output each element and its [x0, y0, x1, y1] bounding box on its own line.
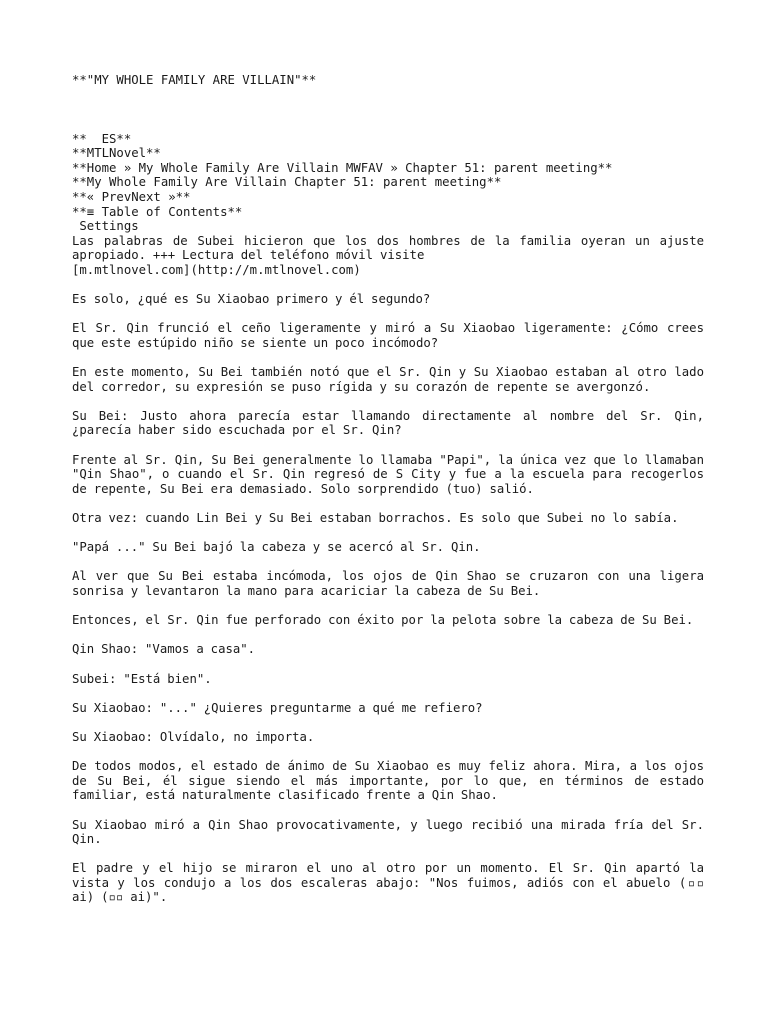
body-paragraph: Su Xiaobao: Olvídalo, no importa. — [72, 729, 315, 744]
body-paragraph: "Papá ..." Su Bei bajó la cabeza y se acercó al Sr. Qin. — [72, 540, 481, 555]
body-paragraph: Su Bei: Justo ahora parecía estar llamando directamente al nombre del Sr. Qin, ¿parecía haber sido escuchada por el Sr. Qin? — [72, 408, 704, 438]
body-paragraph: Al ver que Su Bei estaba incómoda, los ojos de Qin Shao se cruzaron con una ligera sonrisa y levantaron la mano para acariciar la cabeza de Su Bei. — [72, 569, 704, 598]
body-paragraph: Qin Shao: "Vamos a casa". — [72, 642, 256, 657]
body-paragraph: Su Xiaobao: "..." ¿Quieres preguntarme a qué me refiero? — [72, 700, 483, 715]
prev-next-nav: **« PrevNext »** — [72, 189, 191, 204]
settings-label: Settings — [72, 219, 139, 234]
table-of-contents: **≡ Table of Contents** — [72, 204, 243, 219]
body-paragraph: El Sr. Qin frunció el ceño ligeramente y miró a Su Xiaobao ligeramente: ¿Cómo crees que este estúpido niño se siente un poco incómodo? — [72, 321, 704, 350]
document-title: **"MY WHOLE FAMILY ARE VILLAIN"** — [72, 73, 317, 87]
body-paragraph: Frente al Sr. Qin, Su Bei generalmente lo llamaba "Papi", la única vez que lo llamaban "Qin Shao", o cuando el Sr. Qin regresó de S City y fue a la escuela para recogerlos de repente, Su Bei era demasiado. Solo sorprendido (tuo) salió. — [72, 452, 704, 496]
body-paragraph: Otra vez: cuando Lin Bei y Su Bei estaban borrachos. Es solo que Subei no lo sabía. — [72, 511, 679, 526]
body-paragraph: De todos modos, el estado de ánimo de Su Xiaobao es muy feliz ahora. Mira, a los ojos de Su Bei, él sigue siendo el más importante, por lo que, en términos de estado familiar, está naturalmente clasificado frente a Qin Shao. — [72, 759, 704, 803]
body-paragraph: Es solo, ¿qué es Su Xiaobao primero y él segundo? — [72, 292, 431, 307]
body-paragraph: Subei: "Está bien". — [72, 671, 212, 686]
site-name: **MTLNovel** — [72, 146, 161, 161]
body-paragraph: Su Xiaobao miró a Qin Shao provocativamente, y luego recibió una mirada fría del Sr. Qin. — [72, 817, 704, 847]
intro-paragraph — [72, 234, 704, 278]
language-label: ** ES** — [72, 131, 132, 146]
breadcrumb: **Home » My Whole Family Are Villain MWFAV » Chapter 51: parent meeting** — [72, 160, 613, 175]
body-paragraph: Entonces, el Sr. Qin fue perforado con éxito por la pelota sobre la cabeza de Su Bei. — [72, 613, 694, 628]
intro-text: Las palabras de Subei hicieron que los dos hombres de la familia oyeran un ajuste apropiado. +++ Lectura del teléfono móvil visite — [72, 233, 704, 263]
body-paragraph: En este momento, Su Bei también notó que el Sr. Qin y Su Xiaobao estaban al otro lado del corredor, su expresión se puso rígida y su corazón de repente se avergonzó. — [72, 365, 704, 394]
chapter-heading: **My Whole Family Are Villain Chapter 51: parent meeting** — [72, 175, 502, 190]
document-page — [72, 73, 704, 920]
body-paragraph: El padre y el hijo se miraron el uno al otro por un momento. El Sr. Qin apartó la vista y los condujo a los dos escaleras abajo: "Nos fuimos, adiós con el abuelo (▫▫ ai) (▫▫ ai)". — [72, 861, 704, 905]
header-block — [72, 132, 704, 234]
mobile-link: [m.mtlnovel.com](http://m.mtlnovel.com) — [72, 262, 361, 277]
